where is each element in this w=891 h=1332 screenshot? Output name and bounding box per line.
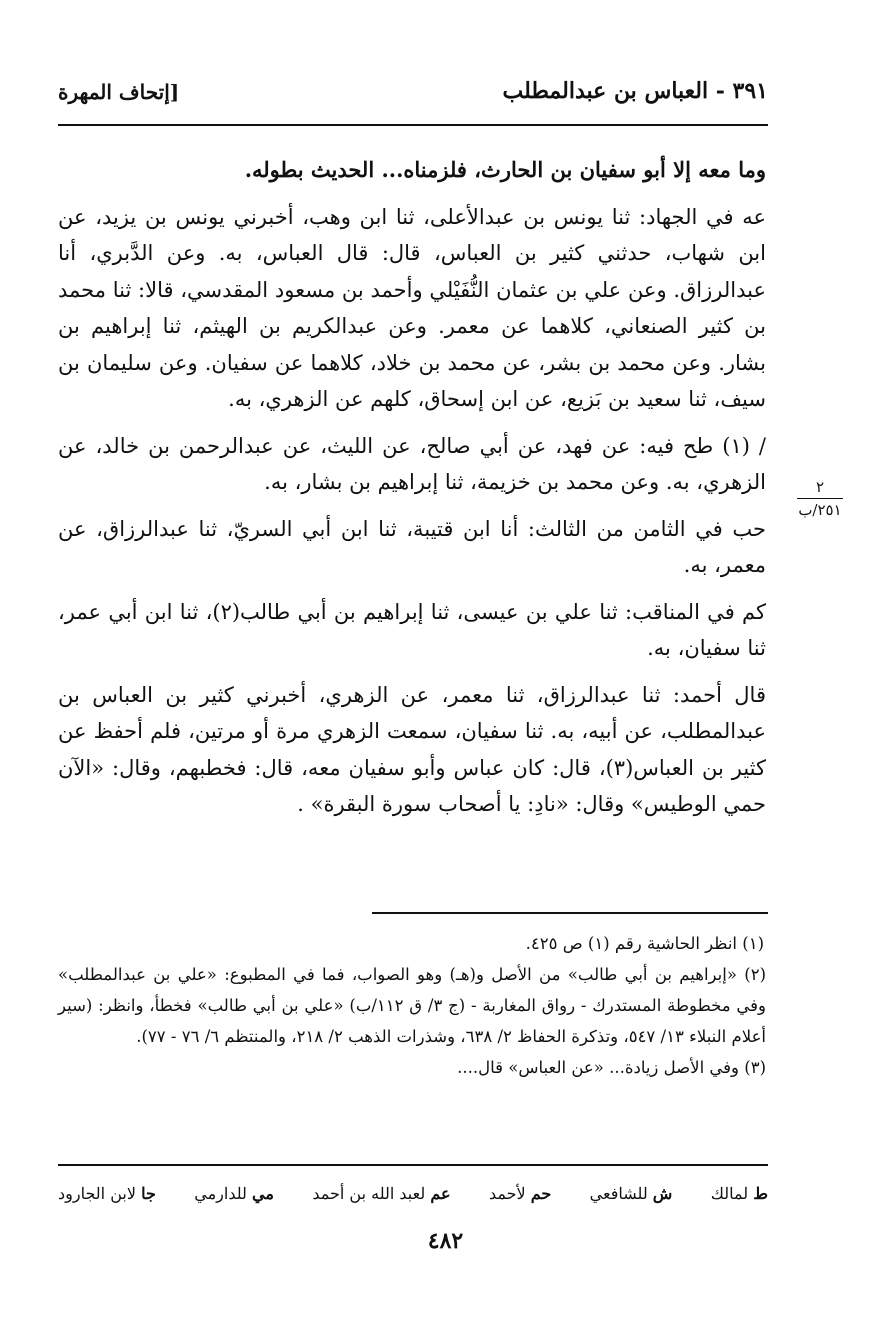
paragraph: عه في الجهاد: ثنا يونس بن عبدالأعلى، ثنا ابن وهب، أخبرني يونس بن يزيد، عن ابن شهاب، حدثني كثير بن العباس، قال: قال العباس، به. وعن الدَّبري، أنا عبدالرزاق. وعن علي بن عثمان النُّفَيْلي وأحمد بن مسعود المقدسي، قالا: ثنا محمد بن كثير الصنعاني، كلاهما عن معمر. وعن عبدالكريم بن الهيثم، ثنا إبراهيم بن بشار. وعن محمد بن بشر، عن محمد بن خلاد، كلاهما عن سفيان. وعن سليمان بن سيف، ثنا سعيد بن بَزيع، عن ابن إسحاق، كلهم عن الزهري، به. [58,204,766,411]
main-text [58,152,766,833]
footnote: (٣) وفي الأصل زيادة... «عن العباس» قال.... [457,1058,766,1077]
footnote: (٢) «إبراهيم بن أبي طالب» من الأصل و(هـ) وهو الصواب، فما في المطبوع: «علي بن عبدالمطلب» وفي مخطوطة المستدرك - رواق المغاربة - (ج ٣/ ق ١١٢/ب) «علي بن أبي طالب» فخطأ، وانظر: (سير أعلام النبلاء ١٣/ ٥٤٧، وتذكرة الحفاظ ٢/ ٦٣٨، وشذرات الذهب ٢/ ٢١٨، والمنتظم ٦/ ٧٦ - ٧٧). [58,965,766,1046]
legend-name: لأحمد [488,1184,526,1203]
abbreviation-legend [58,1180,768,1208]
footnote: (١) انظر الحاشية رقم (١) ص ٤٢٥. [525,934,764,953]
legend-item [194,1180,274,1208]
legend-abbr: عم [430,1184,451,1203]
folio-reference: ٢٥١/ب [798,501,842,519]
paragraph: / (١) طح فيه: عن فهد، عن أبي صالح، عن الليث، عن عبدالرحمن بن خالد، عن الزهري، به. وعن محمد بن خزيمة، ثنا إبراهيم بن بشار، به. [58,433,766,494]
footnotes [58,928,766,1083]
legend-abbr: ش [652,1184,673,1203]
legend-divider [58,1164,768,1166]
legend-abbr: جا [141,1184,156,1203]
legend-abbr: مي [252,1184,274,1203]
paragraph: قال أحمد: ثنا عبدالرزاق، ثنا معمر، عن الزهري، أخبرني كثير بن العباس بن عبدالمطلب، عن أبيه، به. ثنا سفيان، سمعت الزهري مرة أو مرتين، فلم أحفظ عن كثير بن العباس(٣)، قال: كان عباس وأبو سفيان معه، قال: فخطبهم، وقال: «الآن حمي الوطيس» وقال: «نادِ: يا أصحاب سورة البقرة» . [58,682,766,816]
legend-item [489,1180,551,1208]
header-divider [58,124,768,126]
footnote-divider [372,912,768,914]
paragraph: كم في المناقب: ثنا علي بن عيسى، ثنا إبراهيم بن أبي طالب(٢)، ثنا ابن أبي عمر، ثنا سفيان، به. [58,599,766,660]
legend-abbr: ط [753,1184,768,1203]
paragraph: حب في الثامن من الثالث: أنا ابن قتيبة، ثنا ابن أبي السريّ، ثنا عبدالرزاق، عن معمر، به. [58,516,766,577]
folio-divider [797,498,843,499]
legend-name: للدارمي [194,1184,247,1203]
manuscript-folio-note [790,478,850,519]
page-header [58,76,768,116]
chapter-title: ٣٩١ - العباس بن عبدالمطلب [502,78,768,104]
legend-abbr: حم [530,1184,552,1203]
legend-name: لابن الجارود [58,1184,136,1203]
legend-item [711,1180,768,1208]
legend-name: لمالك [710,1184,749,1203]
legend-item [58,1180,156,1208]
legend-name: للشافعي [589,1184,648,1203]
paragraph: وما معه إلا أبو سفيان بن الحارث، فلزمناه... الحديث بطوله. [244,157,766,182]
legend-name: لعبد الله بن أحمد [312,1184,426,1203]
folio-number: ٢ [815,478,825,496]
legend-item [590,1180,673,1208]
book-title: [إتحاف المهرة [58,80,180,104]
legend-item [312,1180,450,1208]
page-number: ٤٨٢ [427,1228,464,1254]
